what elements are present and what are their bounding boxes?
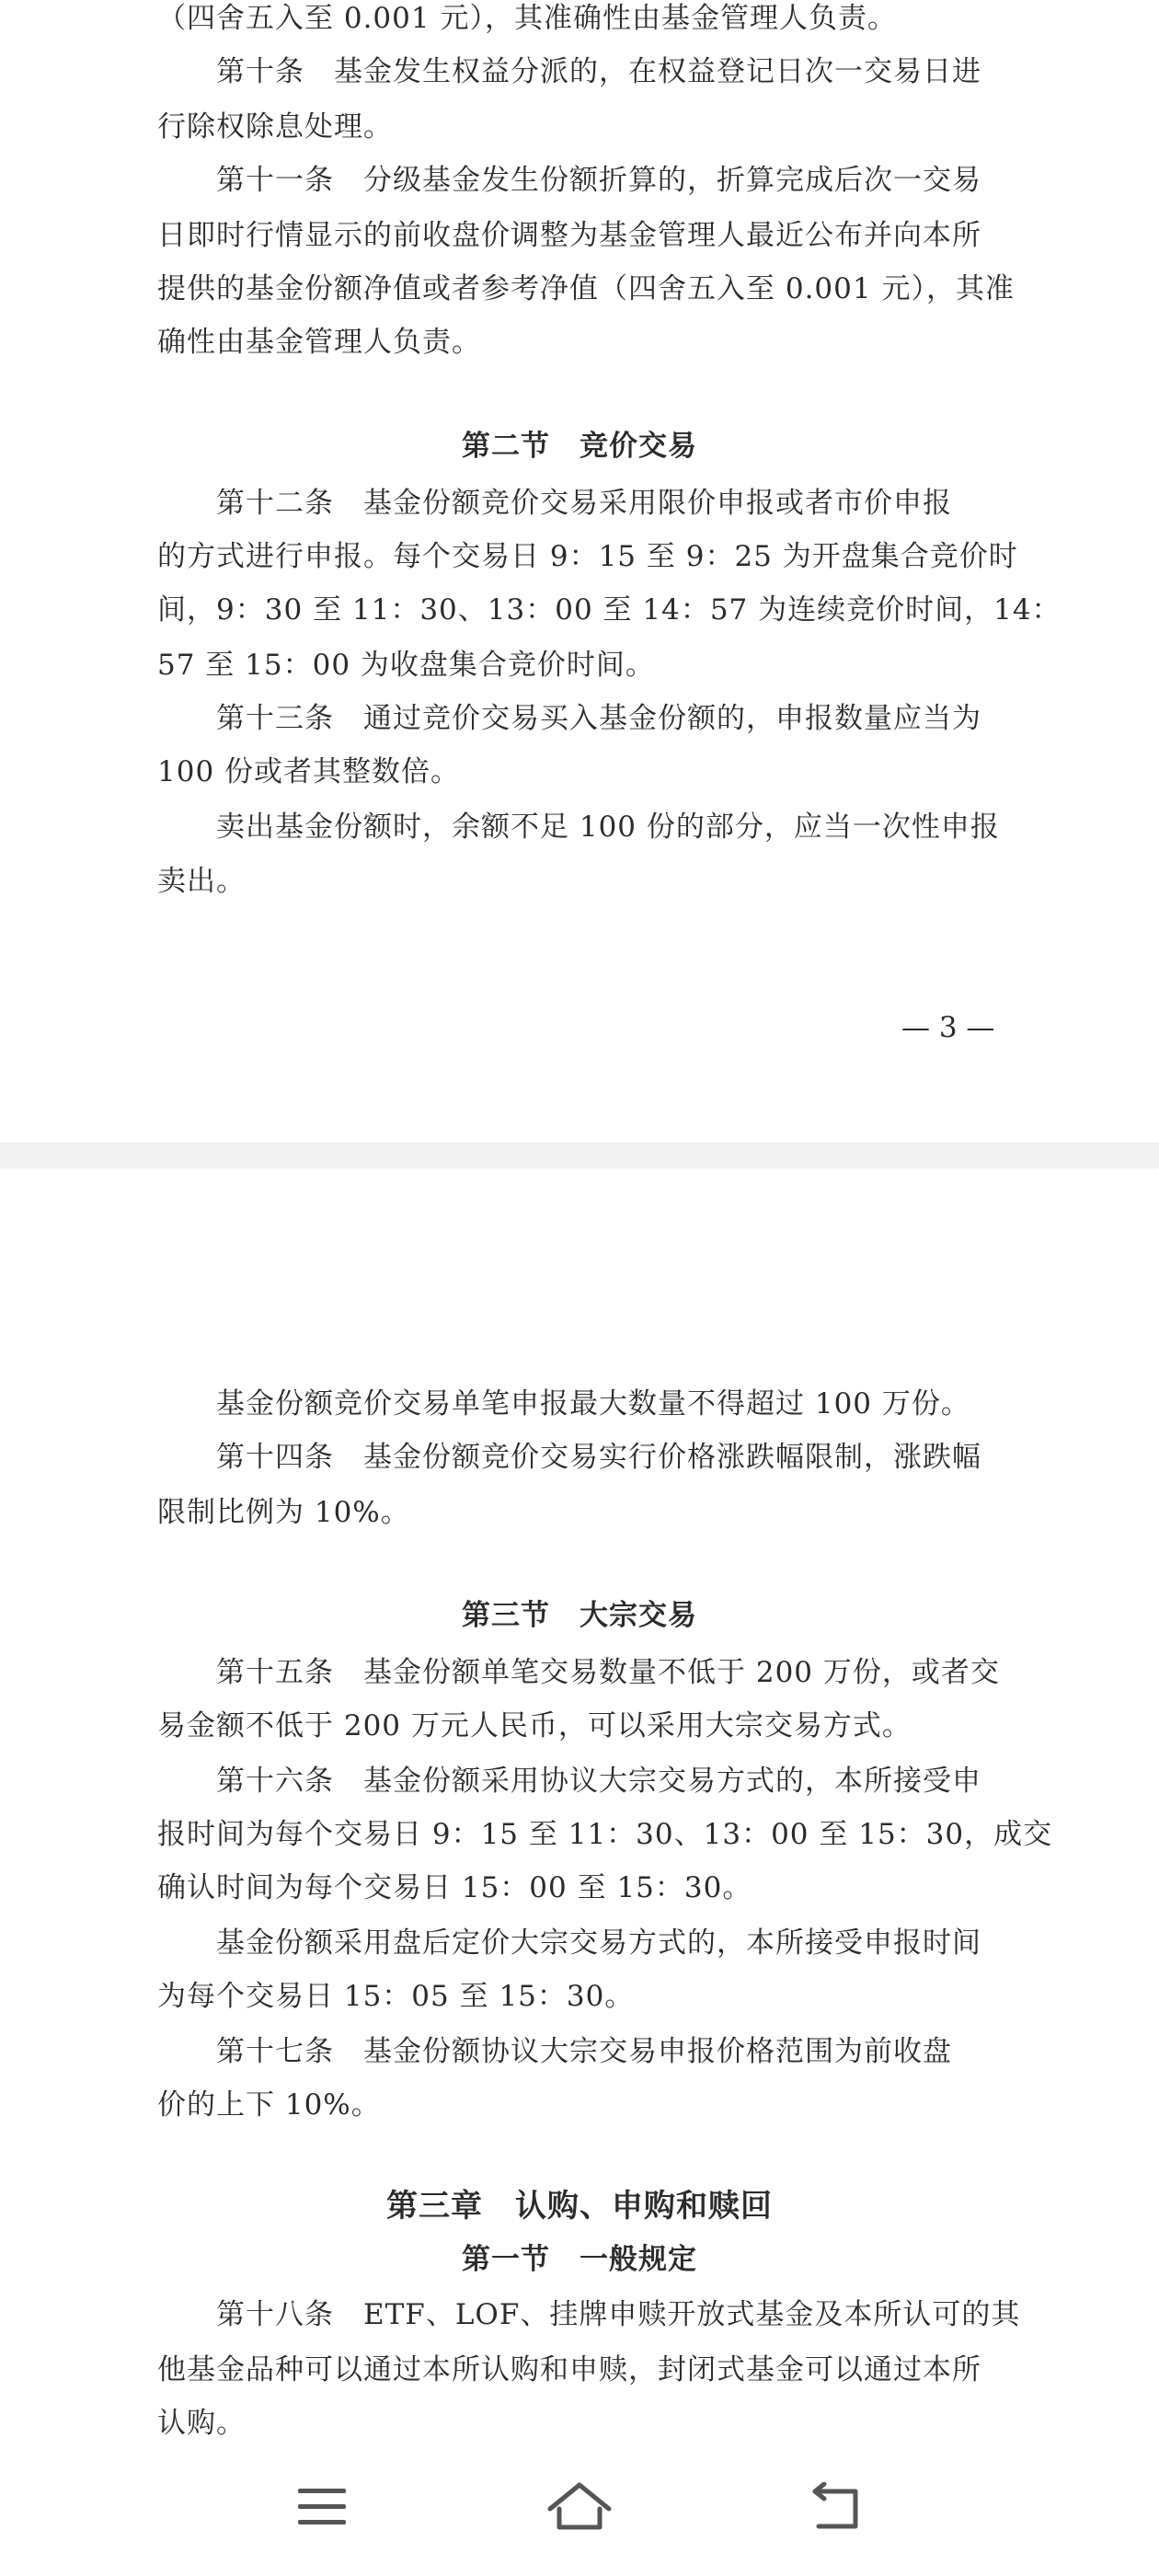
text-line: 报时间为每个交易日 9：15 至 11：30、13：00 至 15：30，成交 <box>157 1818 1053 1851</box>
text-line: 行除权除息处理。 <box>157 110 393 144</box>
section-title: 第一节 一般规定 <box>462 2243 697 2276</box>
text-line: 确认时间为每个交易日 15：00 至 15：30。 <box>157 1871 752 1904</box>
text-line: 基金份额竞价交易单笔申报最大数量不得超过 100 万份。 <box>157 1387 970 1420</box>
text-line: 限制比例为 10%。 <box>157 1496 410 1529</box>
text-line: 卖出。 <box>157 865 246 898</box>
text-line: 日即时行情显示的前收盘价调整为基金管理人最近公布并向本所 <box>157 219 981 252</box>
text-line: 卖出基金份额时，余额不足 100 份的部分，应当一次性申报 <box>157 811 1000 844</box>
home-icon <box>546 2481 613 2533</box>
home-button[interactable] <box>524 2466 635 2548</box>
text-line: 第十八条 ETF、LOF、挂牌申赎开放式基金及本所认可的其 <box>157 2298 1021 2331</box>
text-line: 第十七条 基金份额协议大宗交易申报价格范围为前收盘 <box>157 2035 952 2068</box>
text-line: 为每个交易日 15：05 至 15：30。 <box>157 1980 635 2013</box>
text-line: 第十一条 分级基金发生份额折算的，折算完成后次一交易 <box>157 164 981 197</box>
menu-button[interactable] <box>267 2466 377 2548</box>
document-page-4 <box>0 1168 1159 2438</box>
section-title: 第三节 大宗交易 <box>462 1599 697 1632</box>
text-line: 基金份额采用盘后定价大宗交易方式的，本所接受申报时间 <box>157 1926 981 1960</box>
text-line: 间，9：30 至 11：30、13：00 至 14：57 为连续竞价时间，14： <box>157 593 1061 627</box>
page-separator <box>0 1143 1159 1168</box>
chapter-title: 第三章 认购、申购和赎回 <box>386 2188 773 2225</box>
text-line: 的方式进行申报。每个交易日 9：15 至 9：25 为开盘集合竞价时 <box>157 540 1018 573</box>
text-line: （四舍五入至 0.001 元），其准确性由基金管理人负责。 <box>157 2 897 35</box>
text-line: 100 份或者其整数倍。 <box>157 755 461 788</box>
menu-icon <box>294 2485 350 2529</box>
text-line: 提供的基金份额净值或者参考净值（四舍五入至 0.001 元），其准 <box>157 272 1015 305</box>
text-line: 第十六条 基金份额采用协议大宗交易方式的，本所接受申 <box>157 1765 981 1798</box>
navigation-bar <box>0 2438 1159 2576</box>
text-line: 第十二条 基金份额竞价交易采用限价申报或者市价申报 <box>157 487 952 520</box>
text-line: 价的上下 10%。 <box>157 2088 381 2122</box>
text-line: 易金额不低于 200 万元人民币，可以采用大宗交易方式。 <box>157 1709 912 1742</box>
text-line: 第十三条 通过竞价交易买入基金份额的，申报数量应当为 <box>157 702 981 735</box>
document-page-3 <box>0 0 1159 1143</box>
text-line: 第十五条 基金份额单笔交易数量不低于 200 万份，或者交 <box>157 1656 1000 1689</box>
back-icon <box>808 2482 866 2532</box>
page-number: — 3 — <box>901 1011 995 1044</box>
text-line: 他基金品种可以通过本所认购和申赎，封闭式基金可以通过本所 <box>157 2353 981 2386</box>
text-line: 确性由基金管理人负责。 <box>157 326 481 359</box>
text-line: 第十四条 基金份额竞价交易实行价格涨跌幅限制，涨跌幅 <box>157 1441 981 1474</box>
text-line: 第十条 基金发生权益分派的，在权益登记日次一交易日进 <box>157 55 981 88</box>
section-title: 第二节 竞价交易 <box>462 430 697 463</box>
text-line: 认购。 <box>157 2407 246 2438</box>
back-button[interactable] <box>782 2466 892 2548</box>
text-line: 57 至 15：00 为收盘集合竞价时间。 <box>157 649 655 682</box>
